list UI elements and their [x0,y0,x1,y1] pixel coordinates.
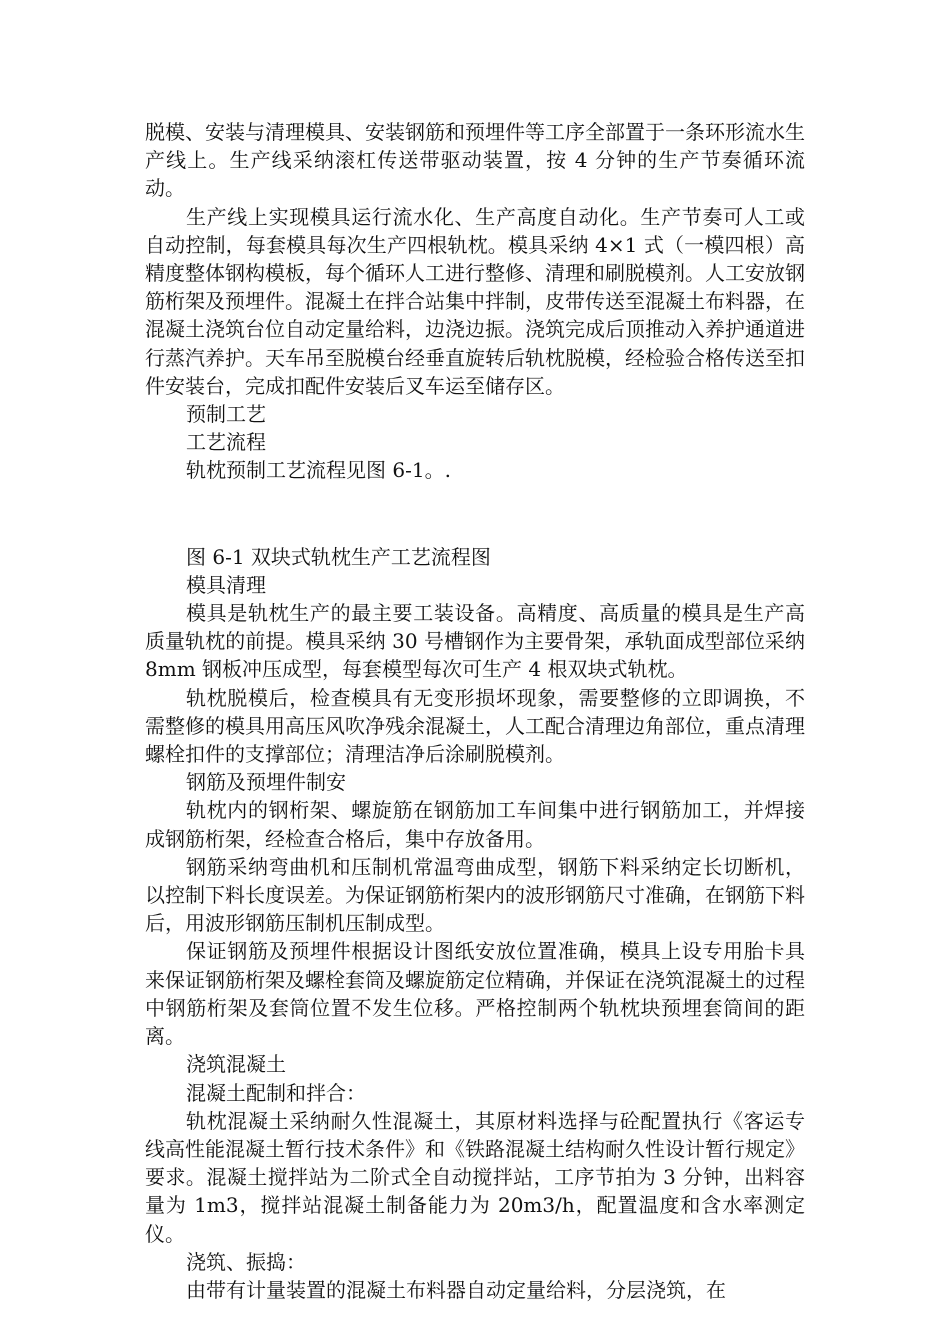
heading-prefabrication-process: 预制工艺 [186,402,266,427]
paragraph-rebar-positioning: 保证钢筋及预埋件根据设计图纸安放位置准确，模具上设专用胎卡具来保证钢筋桁架及螺栓套筒及螺旋筋定位精确，并保证在浇筑混凝土的过程中钢筋桁架及套筒位置不发生位移。严格控制两个轨枕块预埋套筒间的距离。 [145,939,805,1049]
figure-placeholder-space [145,485,805,543]
document-page [145,118,805,1304]
heading-process-flow: 工艺流程 [186,430,266,455]
heading-concrete-pouring: 浇筑混凝土 [186,1052,286,1077]
figure-caption: 图 6-1 双块式轨枕生产工艺流程图 [186,544,491,569]
paragraph-rebar-truss: 轨枕内的钢桁架、螺旋筋在钢筋加工车间集中进行钢筋加工，并焊接成钢筋桁架，经检查合格后，集中存放备用。 [145,798,805,851]
heading-pouring-vibrating: 浇筑、振捣： [186,1249,306,1274]
paragraph-pouring-vibrating: 由带有计量装置的混凝土布料器自动定量给料，分层浇筑，在 [186,1277,726,1302]
paragraph-mold-importance: 模具是轨枕生产的最主要工装设备。高精度、高质量的模具是生产高质量轨枕的前提。模具采纳 30 号槽钢作为主要骨架，承轨面成型部位采纳 8mm 钢板冲压成型，每套模型每次可生产 4 根双块式轨枕。 [145,601,805,682]
paragraph-concrete-mixing: 轨枕混凝土采纳耐久性混凝土，其原材料选择与砼配置执行《客运专线高性能混凝土暂行技术条件》和《铁路混凝土结构耐久性设计暂行规定》要求。混凝土搅拌站为二阶式全自动搅拌站，工序节拍为 3 分钟，出料容量为 1m3，搅拌站混凝土制备能力为 20m3/h，配置温度和含水率测定仪。 [145,1108,805,1246]
heading-concrete-mixing: 混凝土配制和拌合： [186,1080,366,1105]
paragraph-flow-reference: 轨枕预制工艺流程见图 6-1。. [186,458,451,483]
heading-mold-cleaning: 模具清理 [186,572,266,597]
heading-rebar-installation: 钢筋及预埋件制安 [186,770,346,795]
paragraph-production-line-detail: 生产线上实现模具运行流水化、生产高度自动化。生产节奏可人工或自动控制，每套模具每次生产四根轨枕。模具采纳 4×1 式（一模四根）高精度整体钢构模板，每个循环人工进行整修、清理和刷脱模剂。人工安放钢筋桁架及预埋件。混凝土在拌合站集中拌制，皮带传送至混凝土布料器，在混凝土浇筑台位自动定量给料，边浇边振。浇筑完成后顶推动入养护通道进行蒸汽养护。天车吊至脱模台经垂直旋转后轨枕脱模，经检验合格传送至扣件安装台，完成扣配件安装后叉车运至储存区。 [145,204,805,398]
paragraph-mold-inspection: 轨枕脱模后，检查模具有无变形损坏现象，需要整修的立即调换，不需整修的模具用高压风吹净残余混凝土，人工配合清理边角部位，重点清理螺栓扣件的支撑部位；清理洁净后涂刷脱模剂。 [145,685,805,767]
paragraph-rebar-bending: 钢筋采纳弯曲机和压制机常温弯曲成型，钢筋下料采纳定长切断机，以控制下料长度误差。为保证钢筋桁架内的波形钢筋尺寸准确，在钢筋下料后，用波形钢筋压制机压制成型。 [145,854,805,936]
paragraph-production-line-intro: 脱模、安装与清理模具、安装钢筋和预埋件等工序全部置于一条环形流水生产线上。生产线采纳滚杠传送带驱动装置，按 4 分钟的生产节奏循环流动。 [145,120,805,201]
